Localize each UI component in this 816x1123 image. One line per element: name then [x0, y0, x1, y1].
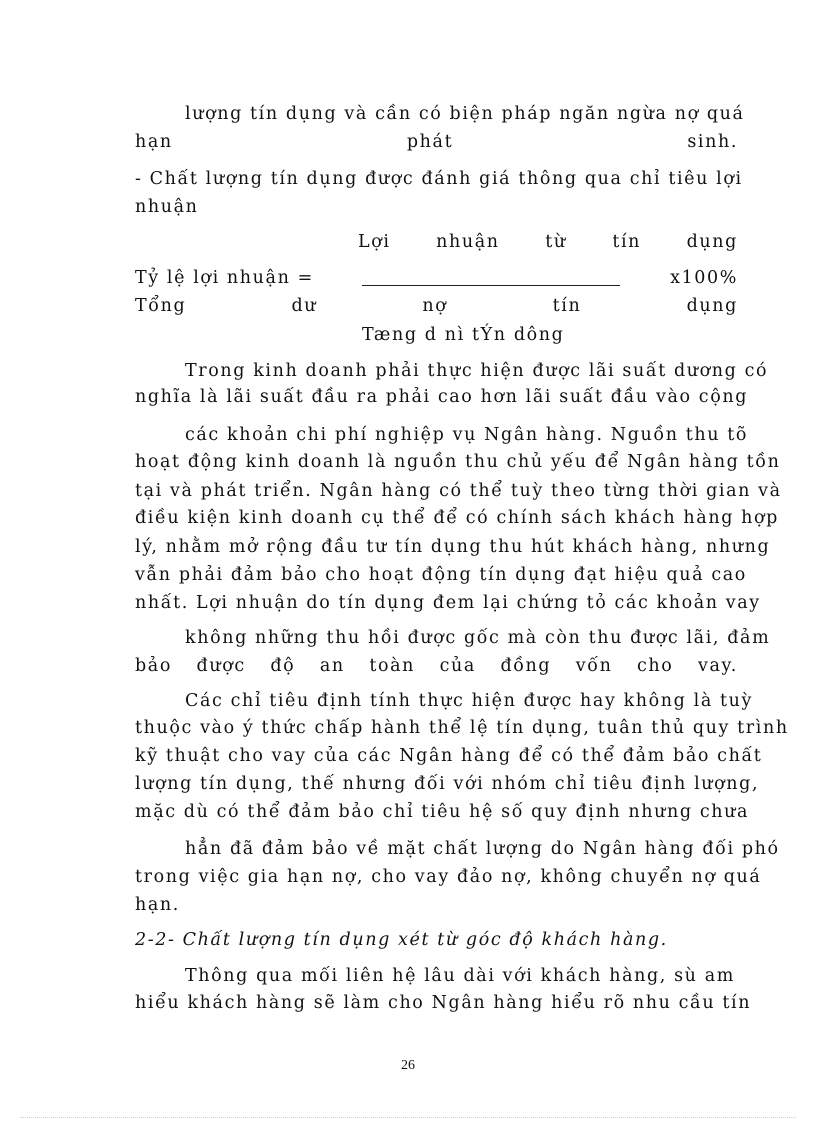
word: nợ	[422, 296, 448, 316]
formula-label: Tỷ lệ lợi nhuận =	[135, 268, 314, 288]
word: bảo	[135, 656, 172, 676]
text-line: hiểu khách hàng sẽ làm cho Ngân hàng hiểu rõ nhu cầu tín	[135, 993, 752, 1013]
word: cho	[637, 656, 674, 676]
text-line: hẳn đã đảm bảo về mặt chất lượng do Ngân hàng đối phó	[185, 839, 780, 859]
text-line: vẫn phải đảm bảo cho hoạt động tín dụng đạt hiệu quả cao	[135, 565, 747, 585]
word: an	[319, 656, 345, 676]
text-line: thuộc vào ý thức chấp hành thể lệ tín dụng, tuân thủ quy trình	[135, 718, 789, 738]
text-line: nhuận	[135, 197, 199, 217]
word: của	[439, 656, 476, 676]
word: sinh.	[687, 132, 738, 152]
word: nhuận	[436, 232, 500, 252]
word: tín	[552, 296, 582, 316]
text-line: Thông qua mối liên hệ lâu dài với khách hàng, sù am	[185, 966, 735, 986]
word: Tổng	[135, 296, 187, 316]
word: dụng	[686, 232, 738, 252]
text-line: Trong kinh doanh phải thực hiện được lãi suất dương có	[185, 361, 769, 381]
text-line: - Chất lượng tín dụng được đánh giá thông qua chỉ tiêu lợi	[135, 169, 743, 189]
text-line: lượng tín dụng, thế nhưng đối với nhóm chỉ tiêu định lượng,	[135, 774, 760, 794]
formula-denominator	[135, 295, 738, 317]
text-line: điều kiện kinh doanh cụ thể để có chính sách khách hàng hợp	[135, 508, 779, 528]
word: vay.	[698, 656, 738, 676]
fraction-bar	[362, 285, 620, 286]
page-number: 26	[401, 1058, 415, 1073]
text-line: lý, nhằm mở rộng đầu tư tín dụng thu hút khách hàng, nhưng	[135, 537, 771, 557]
word: đồng	[500, 656, 552, 676]
text-line: nhất. Lợi nhuận do tín dụng đem lại chứng tỏ các khoản vay	[135, 593, 761, 613]
word: từ	[545, 232, 567, 252]
text-line: lượng tín dụng và cần có biện pháp ngăn ngừa nợ quá	[185, 104, 745, 124]
formula-denominator-legacy: Tæng d nì tÝn dông	[362, 325, 565, 345]
word: độ	[270, 656, 296, 676]
text-line: không những thu hồi được gốc mà còn thu được lãi, đảm	[185, 628, 771, 648]
text-line: Các chỉ tiêu định tính thực hiện được hay không là tuỳ	[185, 691, 754, 711]
text-line: hạn.	[135, 895, 180, 915]
text-line: các khoản chi phí nghiệp vụ Ngân hàng. Nguồn thu tõ	[185, 425, 749, 445]
word: hạn	[135, 132, 173, 152]
word: tín	[612, 232, 642, 252]
text-line: nghĩa là lãi suất đầu ra phải cao hơn lãi suất đầu vào cộng	[135, 387, 748, 407]
word: phát	[406, 132, 454, 152]
word: dư	[291, 296, 318, 316]
page-bottom-border	[20, 1117, 796, 1118]
text-line: mặc dù có thể đảm bảo chỉ tiêu hệ số quy định nhưng chưa	[135, 802, 750, 822]
formula-numerator	[358, 231, 738, 253]
word: được	[196, 656, 246, 676]
word: vốn	[575, 656, 613, 676]
formula-multiplier: x100%	[670, 268, 738, 288]
word: Lợi	[358, 232, 391, 252]
word: toàn	[369, 656, 415, 676]
text-line: hoạt động kinh doanh là nguồn thu chủ yếu để Ngân hàng tồn	[135, 452, 781, 472]
text-line: kỹ thuật cho vay của các Ngân hàng để có thể đảm bảo chất	[135, 746, 763, 766]
word: dụng	[686, 296, 738, 316]
text-line: trong việc gia hạn nợ, cho vay đảo nợ, không chuyển nợ quá	[135, 867, 762, 887]
section-heading: 2-2- Chất lượng tín dụng xét từ góc độ khách hàng.	[135, 930, 668, 950]
text-line: tại và phát triển. Ngân hàng có thể tuỳ theo từng thời gian và	[135, 481, 782, 501]
text-line	[135, 655, 738, 677]
text-line	[135, 131, 738, 153]
